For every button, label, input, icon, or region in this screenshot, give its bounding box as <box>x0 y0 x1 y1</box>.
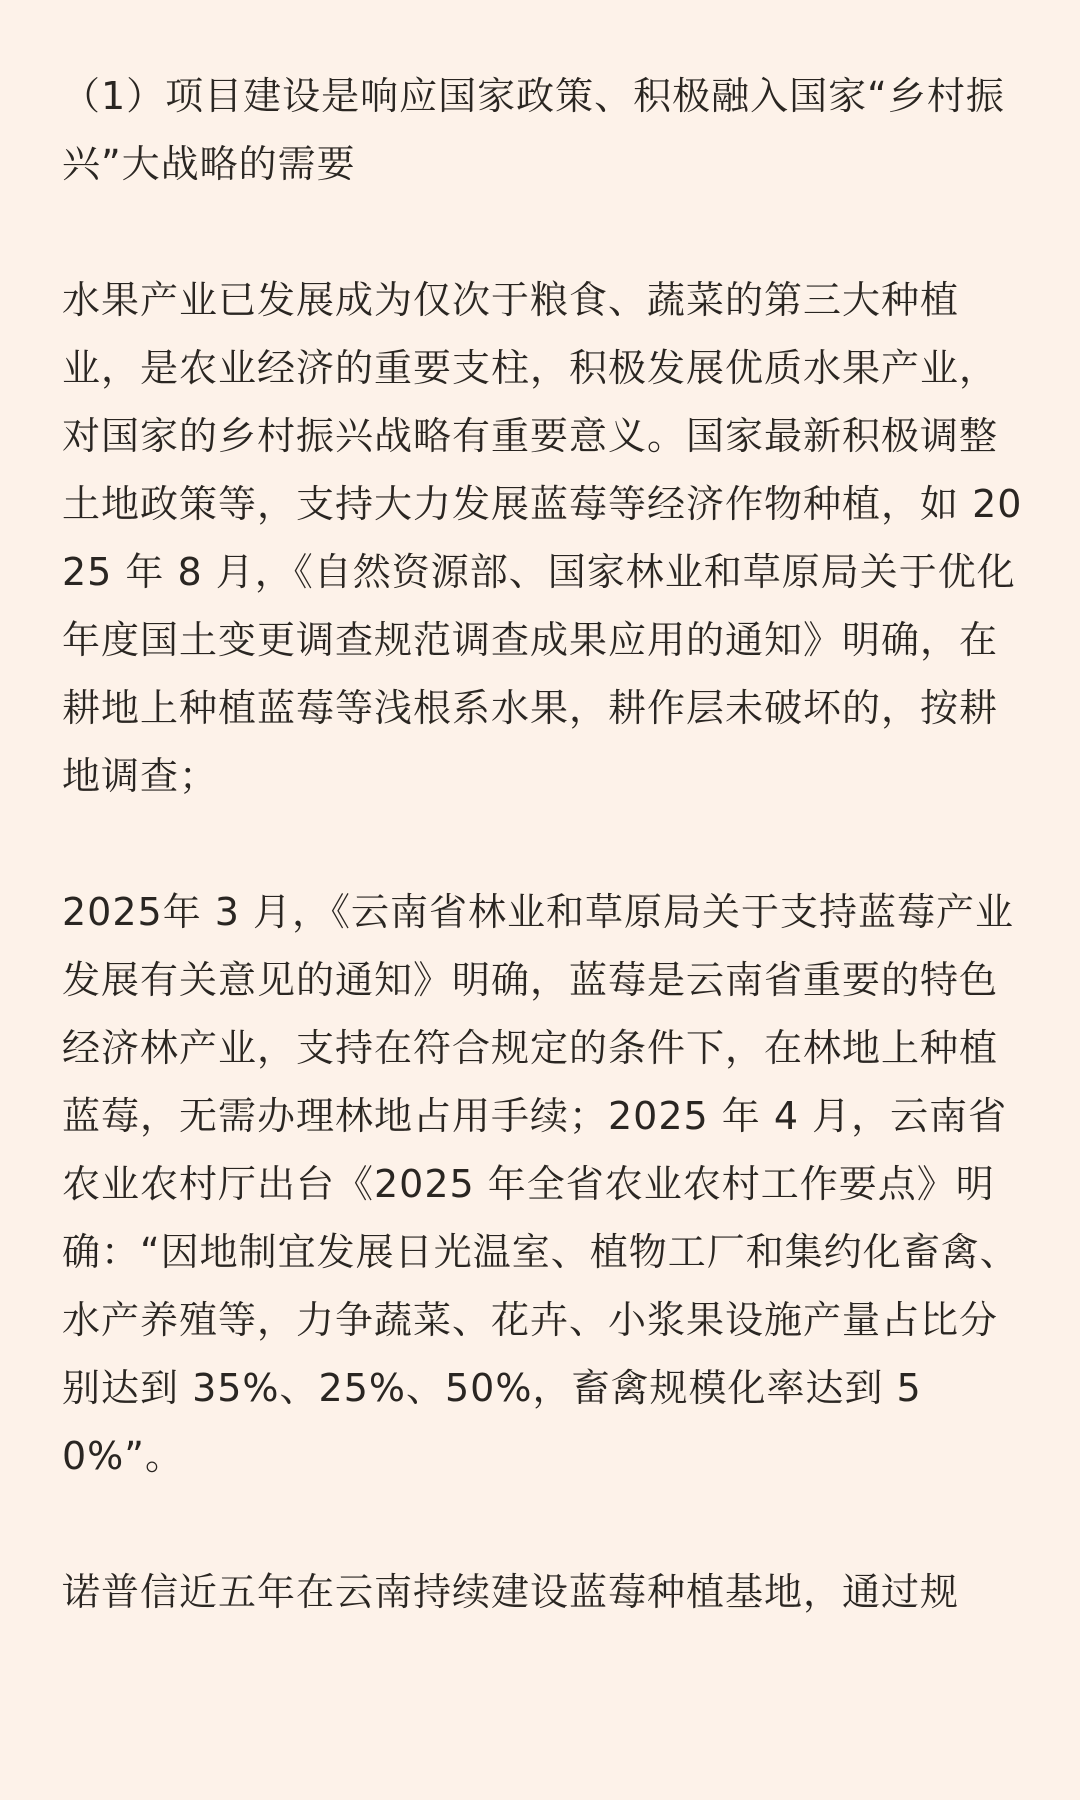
section-heading: （1）项目建设是响应国家政策、积极融入国家“乡村振兴”大战略的需要 <box>62 74 1005 186</box>
paragraph-fruit-industry: 水果产业已发展成为仅次于粮食、蔬菜的第三大种植业，是农业经济的重要支柱，积极发展优质水果产业，对国家的乡村振兴战略有重要意义。国家最新积极调整土地政策等，支持大力发展蓝莓等经济作物种植，如 2025 年 8 月，《自然资源部、国家林业和草原局关于优化年度国土变更调查规范调查成果应用的通知》明确，在耕地上种植蓝莓等浅根系水果，耕作层未破坏的，按耕地调查； <box>62 278 1023 798</box>
paragraph-yunnan-policy: 2025年 3 月，《云南省林业和草原局关于支持蓝莓产业发展有关意见的通知》明确，蓝莓是云南省重要的特色经济林产业，支持在符合规定的条件下，在林地上种植蓝莓，无需办理林地占用手续；2025 年 4 月，云南省农业农村厅出台《2025 年全省农业农村工作要点》明确：“因地制宜发展日光温室、植物工厂和集约化畜禽、水产养殖等，力争蔬菜、花卉、小浆果设施产量占比分别达到 35%、25%、50%，畜禽规模化率达到 50%”。 <box>62 890 1019 1478</box>
paragraph-nuopuxin: 诺普信近五年在云南持续建设蓝莓种植基地，通过规 <box>62 1570 960 1614</box>
